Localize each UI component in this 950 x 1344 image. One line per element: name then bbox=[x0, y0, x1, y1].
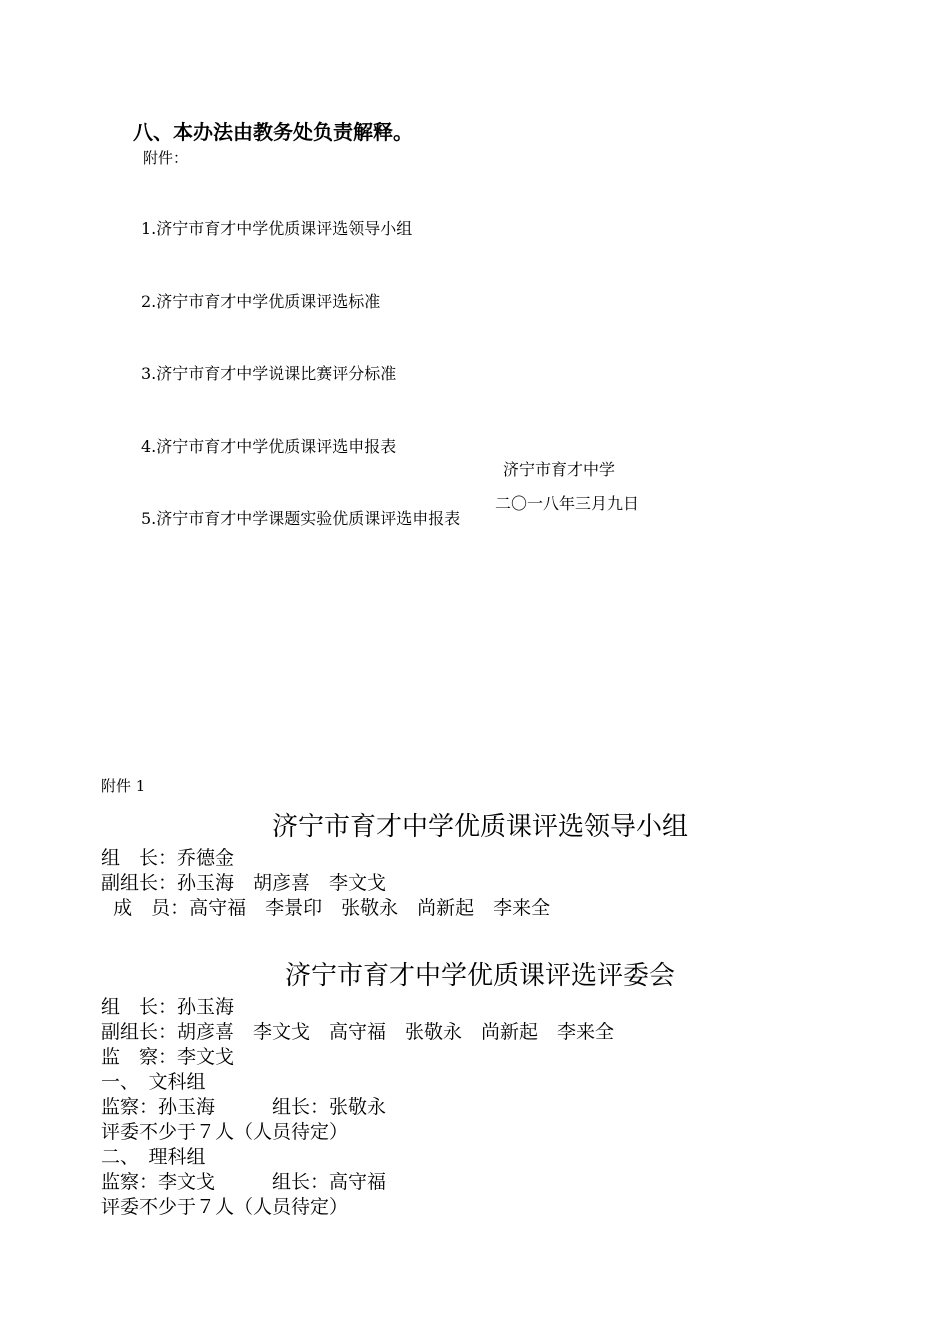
attachment-item: 1.济宁市育才中学优质课评选领导小组 bbox=[141, 219, 413, 238]
section-8-heading: 八、本办法由教务处负责解释。 bbox=[133, 120, 413, 144]
leading-group-leader: 组 长：乔德金 bbox=[101, 847, 235, 869]
jury-science-staff: 监察：李文戈 组长：高守福 bbox=[101, 1171, 387, 1193]
jury-liberal-arts-staff: 监察：孙玉海 组长：张敬永 bbox=[101, 1096, 387, 1118]
jury-leader: 组 长：孙玉海 bbox=[101, 996, 235, 1018]
signature-organization: 济宁市育才中学 bbox=[503, 460, 616, 479]
leading-group-deputy: 副组长：孙玉海 胡彦喜 李文戈 bbox=[101, 872, 387, 894]
jury-title: 济宁市育才中学优质课评选评委会 bbox=[284, 961, 675, 991]
attachments-list bbox=[141, 181, 460, 563]
jury-supervisor: 监 察：李文戈 bbox=[101, 1046, 235, 1068]
leading-group-members: 成 员：高守福 李景印 张敬永 尚新起 李来全 bbox=[101, 897, 551, 919]
attachment-item: 5.济宁市育才中学课题实验优质课评选申报表 bbox=[141, 509, 461, 528]
attachment-item: 2.济宁市育才中学优质课评选标准 bbox=[141, 291, 381, 311]
jury-deputy: 副组长：胡彦喜 李文戈 高守福 张敬永 尚新起 李来全 bbox=[101, 1021, 615, 1043]
jury-liberal-arts-judges: 评委不少于７人（人员待定） bbox=[101, 1121, 349, 1143]
attachments-label: 附件： bbox=[143, 149, 189, 167]
appendix-1-label: 附件 1 bbox=[101, 777, 146, 795]
attachment-item: 3.济宁市育才中学说课比赛评分标准 bbox=[141, 364, 397, 383]
jury-science-judges: 评委不少于７人（人员待定） bbox=[101, 1196, 349, 1218]
signature-date: 二〇一八年三月九日 bbox=[495, 494, 640, 513]
jury-liberal-arts-heading: 一、 文科组 bbox=[101, 1071, 206, 1093]
attachment-item: 4.济宁市育才中学优质课评选申报表 bbox=[141, 436, 397, 456]
leading-group-title: 济宁市育才中学优质课评选领导小组 bbox=[271, 812, 688, 842]
jury-science-heading: 二、 理科组 bbox=[101, 1146, 206, 1168]
